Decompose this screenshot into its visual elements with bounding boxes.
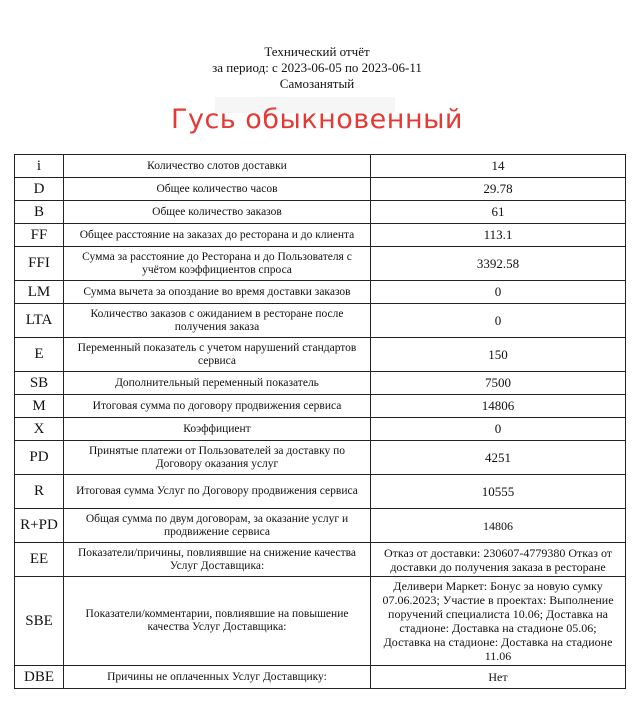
row-value: Деливери Маркет: Бонус за новую сумку 07.06.2023; Участие в проектах: Выполнение поручений специалиста 10.06; Доставка на стадионе: Доставка на стадионе 05.06; Доставка на стадионе: Доставка на стадионе 11.06 bbox=[371, 577, 626, 666]
row-description: Коэффициент bbox=[64, 418, 371, 441]
row-description: Итоговая сумма Услуг по Договору продвижения сервиса bbox=[64, 475, 371, 509]
row-value: 29.78 bbox=[371, 178, 626, 201]
row-code: D bbox=[15, 178, 64, 201]
row-value: 0 bbox=[371, 418, 626, 441]
row-code: R+PD bbox=[15, 509, 64, 543]
row-description: Переменный показатель с учетом нарушений стандартов сервиса bbox=[64, 338, 371, 372]
row-code: R bbox=[15, 475, 64, 509]
table-row bbox=[15, 155, 626, 178]
row-code: E bbox=[15, 338, 64, 372]
table-row bbox=[15, 418, 626, 441]
row-value: 0 bbox=[371, 281, 626, 304]
row-value: 14806 bbox=[371, 395, 626, 418]
row-value: 61 bbox=[371, 201, 626, 224]
row-description: Показатели/комментарии, повлиявшие на повышение качества Услуг Доставщика: bbox=[64, 577, 371, 666]
row-value: 14806 bbox=[371, 509, 626, 543]
courier-name: Гусь обыкновенный bbox=[171, 104, 463, 135]
row-value: 0 bbox=[371, 304, 626, 338]
report-title: Технический отчёт bbox=[264, 44, 370, 59]
row-description: Общее количество часов bbox=[64, 178, 371, 201]
table-row bbox=[15, 281, 626, 304]
row-value: Отказ от доставки: 230607-4779380 Отказ от доставки до получения заказа в ресторане bbox=[371, 543, 626, 577]
report-table bbox=[14, 154, 626, 689]
row-value: 113.1 bbox=[371, 224, 626, 247]
table-row bbox=[15, 395, 626, 418]
row-value: 7500 bbox=[371, 372, 626, 395]
employment-status: Самозанятый bbox=[279, 76, 355, 91]
row-description: Итоговая сумма по договору продвижения сервиса bbox=[64, 395, 371, 418]
table-row bbox=[15, 372, 626, 395]
row-description: Общее количество заказов bbox=[64, 201, 371, 224]
table-row bbox=[15, 666, 626, 689]
row-code: i bbox=[15, 155, 64, 178]
table-row bbox=[15, 304, 626, 338]
row-description: Принятые платежи от Пользователей за доставку по Договору оказания услуг bbox=[64, 441, 371, 475]
row-description: Сумма вычета за опоздание во время доставки заказов bbox=[64, 281, 371, 304]
table-row bbox=[15, 224, 626, 247]
table-row bbox=[15, 475, 626, 509]
table-row bbox=[15, 577, 626, 666]
row-code: LTA bbox=[15, 304, 64, 338]
row-description: Дополнительный переменный показатель bbox=[64, 372, 371, 395]
row-value: 150 bbox=[371, 338, 626, 372]
row-description: Общая сумма по двум договорам, за оказание услуг и продвижение сервиса bbox=[64, 509, 371, 543]
row-code: DBE bbox=[15, 666, 64, 689]
table-row bbox=[15, 338, 626, 372]
row-code: SB bbox=[15, 372, 64, 395]
table-row bbox=[15, 441, 626, 475]
row-description: Показатели/причины, повлиявшие на снижение качества Услуг Доставщика: bbox=[64, 543, 371, 577]
row-code: M bbox=[15, 395, 64, 418]
table-row bbox=[15, 247, 626, 281]
row-code: FFI bbox=[15, 247, 64, 281]
row-code: B bbox=[15, 201, 64, 224]
table-row bbox=[15, 201, 626, 224]
row-description: Причины не оплаченных Услуг Доставщику: bbox=[64, 666, 371, 689]
row-value: 4251 bbox=[371, 441, 626, 475]
row-code: LM bbox=[15, 281, 64, 304]
row-code: EE bbox=[15, 543, 64, 577]
row-description: Общее расстояние на заказах до ресторана и до клиента bbox=[64, 224, 371, 247]
row-code: PD bbox=[15, 441, 64, 475]
row-description: Сумма за расстояние до Ресторана и до Пользователя с учётом коэффициентов спроса bbox=[64, 247, 371, 281]
table-row bbox=[15, 178, 626, 201]
report-period: за период: с 2023-06-05 по 2023-06-11 bbox=[212, 60, 422, 75]
row-code: SBE bbox=[15, 577, 64, 666]
row-description: Количество слотов доставки bbox=[64, 155, 371, 178]
table-row bbox=[15, 543, 626, 577]
row-value: Нет bbox=[371, 666, 626, 689]
row-description: Количество заказов с ожиданием в ресторане после получения заказа bbox=[64, 304, 371, 338]
row-value: 14 bbox=[371, 155, 626, 178]
row-code: FF bbox=[15, 224, 64, 247]
row-code: X bbox=[15, 418, 64, 441]
row-value: 10555 bbox=[371, 475, 626, 509]
row-value: 3392.58 bbox=[371, 247, 626, 281]
table-row bbox=[15, 509, 626, 543]
